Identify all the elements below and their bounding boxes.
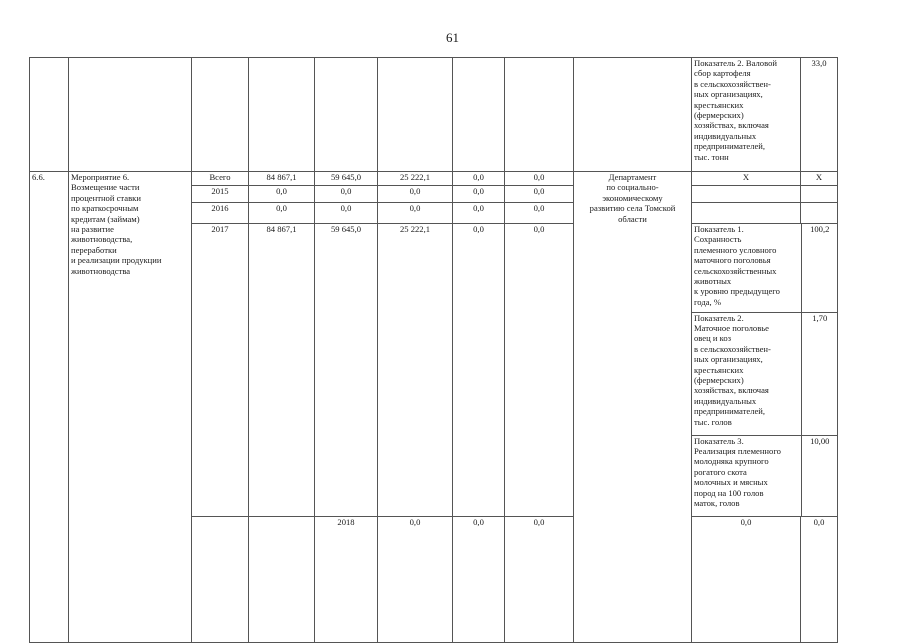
year-cell: 2016: [192, 203, 249, 224]
value-cell: 0,0: [453, 203, 505, 224]
indicator-text: Показатель 3. Реализация племенного молодняка крупного рогатого скота молочных и мясных пород на 100 голов маток, голов: [692, 435, 801, 516]
value-cell: [505, 58, 574, 172]
value-cell: 0,0: [692, 517, 801, 643]
value-cell: [378, 58, 453, 172]
value-cell: 0,0: [453, 172, 505, 186]
value-cell: 0,0: [505, 224, 574, 517]
value-cell: 59 645,0: [315, 224, 378, 517]
value-cell: [453, 58, 505, 172]
year-cell: Всего: [192, 172, 249, 186]
table-row: [30, 172, 838, 186]
value-cell: [315, 58, 378, 172]
value-cell: 84 867,1: [249, 224, 315, 517]
value-cell: 0,0: [249, 203, 315, 224]
indicators-2017: [692, 224, 838, 517]
measure-number: 6.6.: [30, 172, 69, 643]
value-cell: [249, 58, 315, 172]
executor-cell: [574, 58, 692, 172]
value-cell: 0,0: [505, 517, 574, 643]
value-cell: 0,0: [505, 172, 574, 186]
number-cell: [192, 517, 249, 643]
value-cell: 0,0: [505, 186, 574, 203]
year-cell: 2018: [315, 517, 378, 643]
indicator-row: [692, 435, 838, 516]
indicator-value: [801, 203, 838, 224]
measure-name-cell: [249, 517, 315, 643]
value-cell: 0,0: [315, 186, 378, 203]
value-cell: 0,0: [453, 517, 505, 643]
value-cell: 0,0: [378, 186, 453, 203]
measure-name: Мероприятие 6. Возмещение части процентной ставки по краткосрочным кредитам (займам) на развитие животноводства, переработки и реализации продукции животноводства: [69, 172, 192, 643]
indicator-text: [692, 203, 801, 224]
indicator-value: [801, 186, 838, 203]
indicator-value: 33,0: [801, 58, 838, 172]
indicator-text: Показатель 2. Валовой сбор картофеля в сельскохозяйствен- ных организациях, крестьянских (фермерских) хозяйствах, включая индивидуальных предпринимателей, тыс. тонн: [692, 58, 801, 172]
measures-table: [29, 57, 838, 643]
table-row: [30, 58, 838, 172]
indicator-value: Х: [801, 172, 838, 186]
value-cell: 0,0: [453, 186, 505, 203]
value-cell: 0,0: [378, 517, 453, 643]
value-cell: 0,0: [505, 203, 574, 224]
value-cell: 0,0: [801, 517, 838, 643]
measure-name-cell: [69, 58, 192, 172]
indicator-value: 10,00: [801, 435, 838, 516]
indicator-text: [692, 186, 801, 203]
indicators-subtable: [692, 224, 838, 516]
indicator-text: Х: [692, 172, 801, 186]
value-cell: 0,0: [453, 224, 505, 517]
year-cell: 2015: [192, 186, 249, 203]
value-cell: 0,0: [315, 203, 378, 224]
indicator-row: [692, 312, 838, 435]
indicator-row: [692, 224, 838, 312]
value-cell: 0,0: [249, 186, 315, 203]
indicator-text: Показатель 1. Сохранность племенного условного маточного поголовья сельскохозяйственных животных к уровню предыдущего года, %: [692, 224, 801, 312]
year-cell: 2017: [192, 224, 249, 517]
year-cell: [192, 58, 249, 172]
indicator-text: Показатель 2. Маточное поголовье овец и коз в сельскохозяйствен- ных организациях, крестьянских (фермерских) хозяйствах, включая индивидуальных предпринимателей, тыс. голов: [692, 312, 801, 435]
indicator-value: 1,70: [801, 312, 838, 435]
value-cell: 84 867,1: [249, 172, 315, 186]
executor: Департамент по социально- экономическому развитию села Томской области: [574, 172, 692, 643]
value-cell: 0,0: [378, 203, 453, 224]
indicator-value: 100,2: [801, 224, 838, 312]
value-cell: 25 222,1: [378, 172, 453, 186]
page-number: 61: [446, 30, 459, 45]
number-cell: [30, 58, 69, 172]
value-cell: 25 222,1: [378, 224, 453, 517]
value-cell: 59 645,0: [315, 172, 378, 186]
